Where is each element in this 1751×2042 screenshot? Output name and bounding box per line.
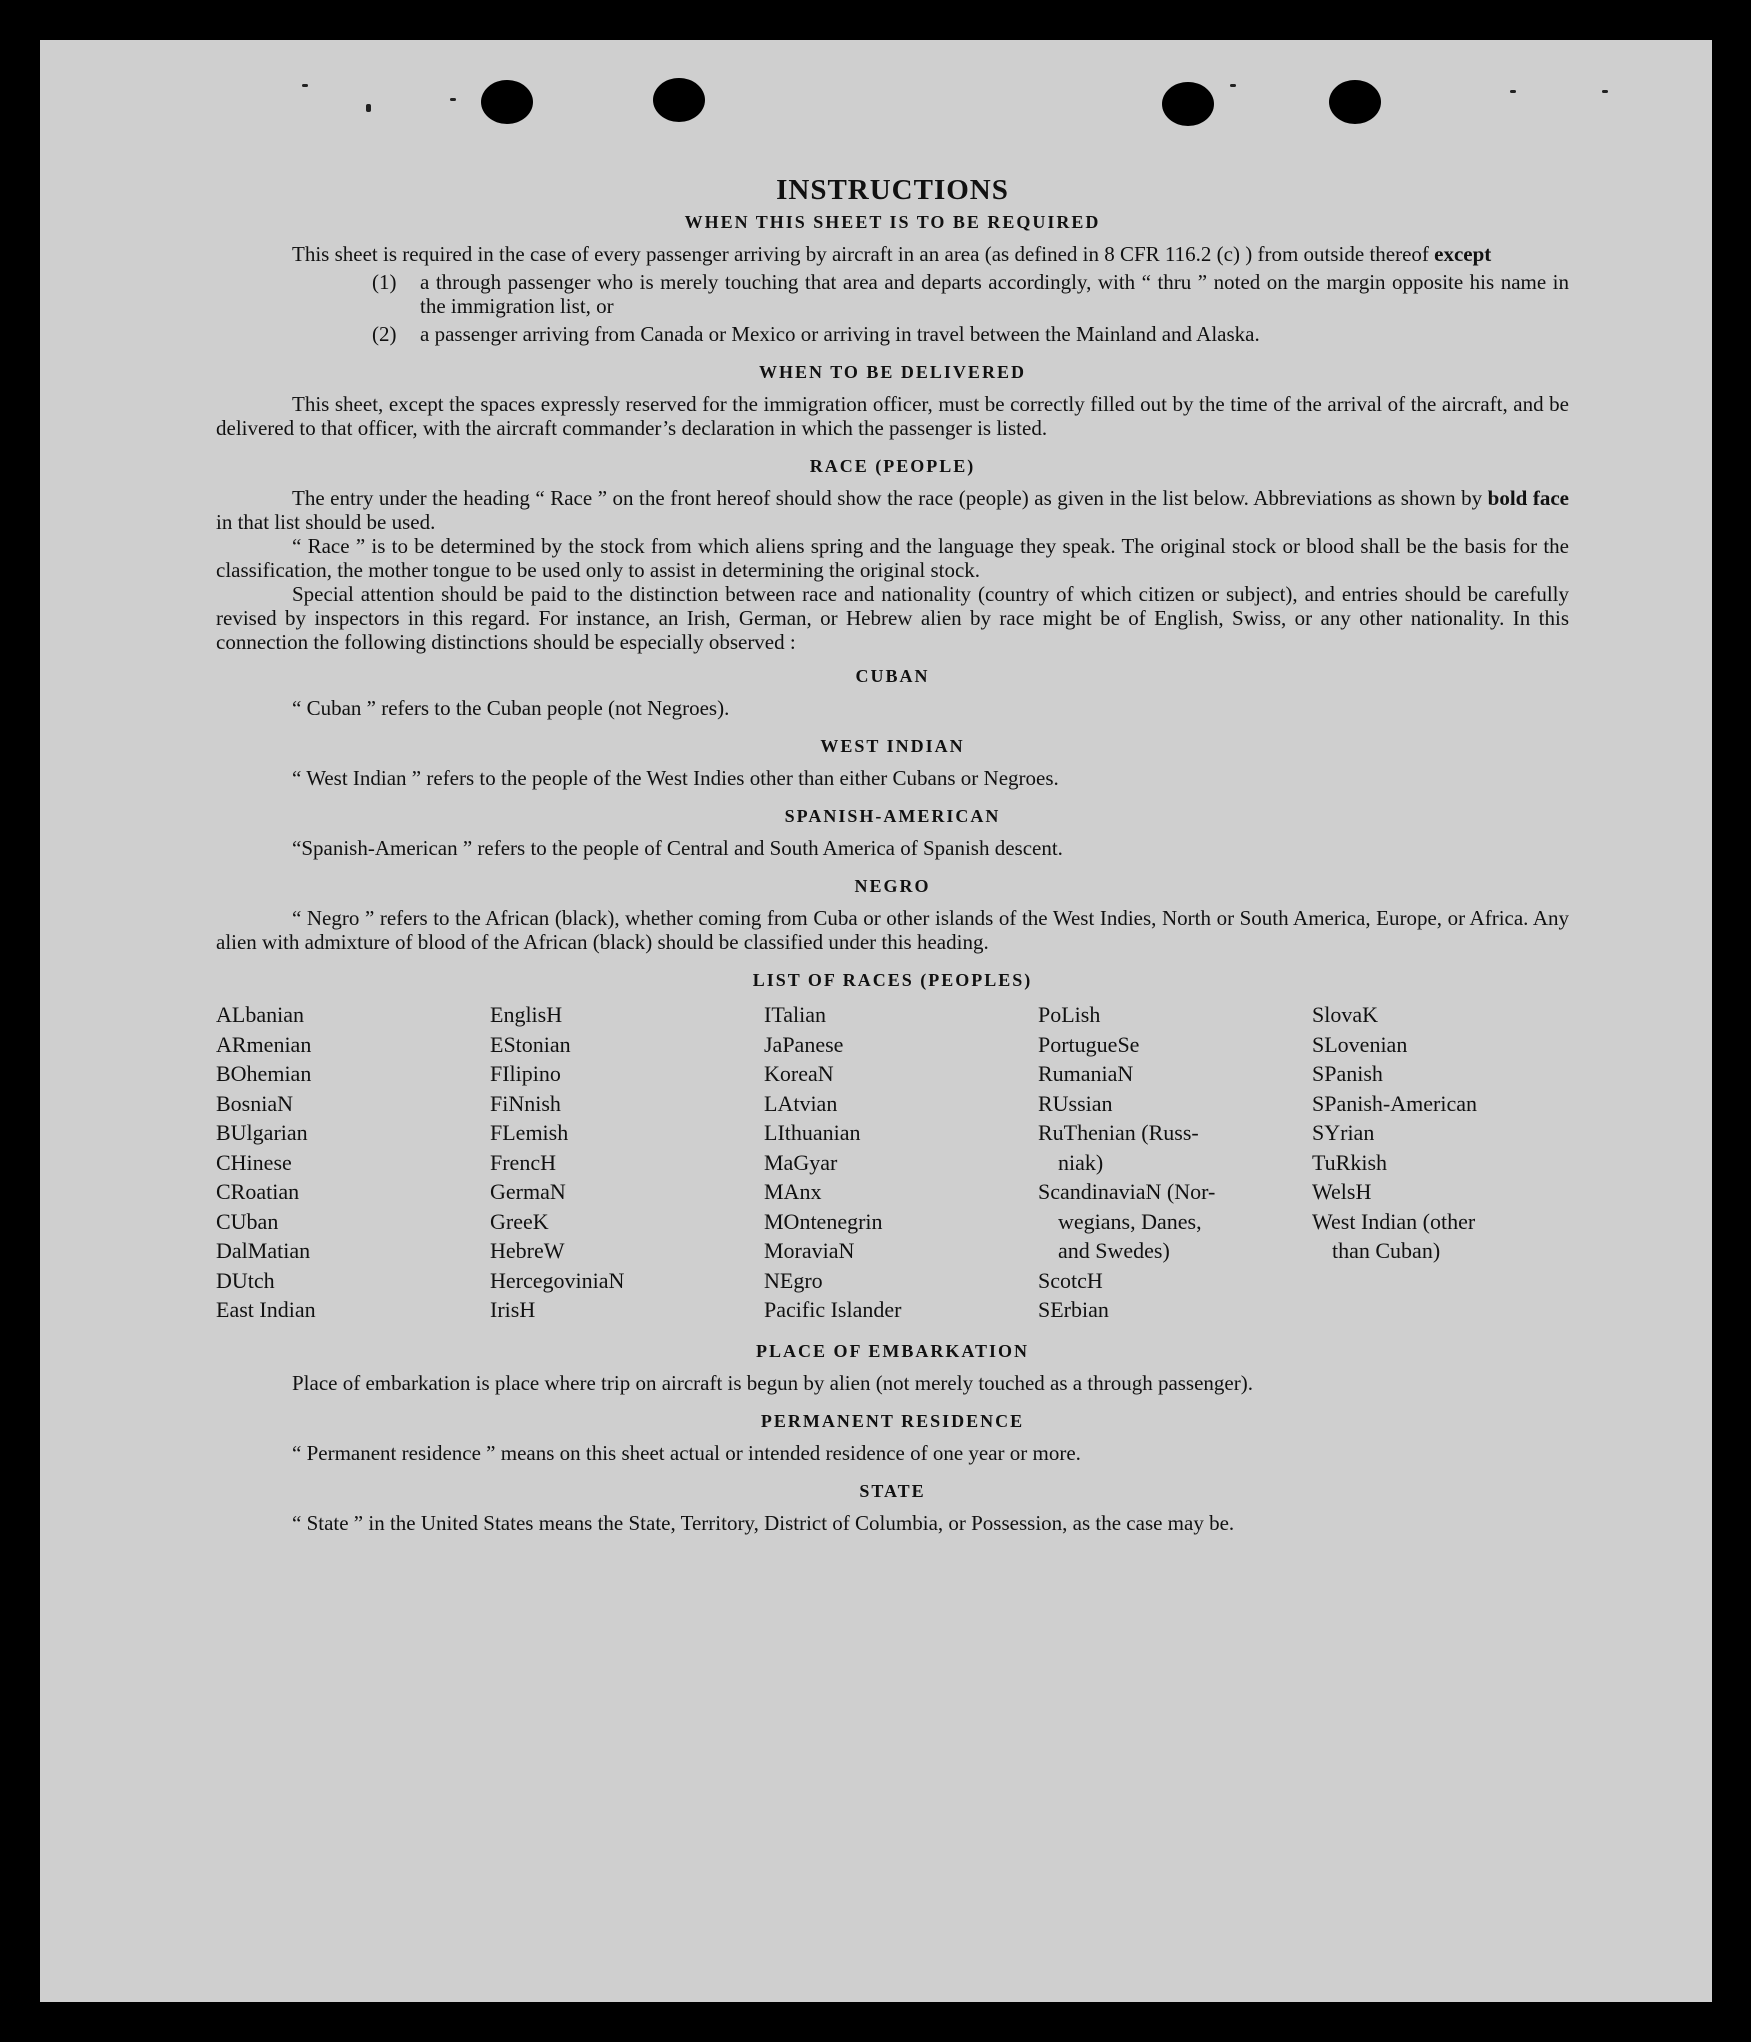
race-entry: SLovenian: [1312, 1031, 1408, 1057]
race-entry: DalMatian: [216, 1238, 311, 1263]
race-entry: WelsH: [1312, 1179, 1372, 1204]
race-bold-face: bold face: [1487, 486, 1570, 510]
when-required-intro-text: This sheet is required in the case of every passenger arriving by aircraft in an area (as defined in 8 CFR 116.2 (c) ) from outside thereof: [292, 242, 1435, 266]
heading-list-of-races: LIST OF RACES (PEOPLES): [752, 970, 1033, 990]
race-entry: SYrian: [1312, 1120, 1375, 1145]
exception-text: a through passenger who is merely touching that area and departs accordingly, with “ thru ” noted on the margin opposite his name in the immigration list, or: [420, 270, 1569, 318]
race-entry: ALbanian: [216, 1002, 304, 1027]
heading-west-indian: WEST INDIAN: [820, 736, 965, 756]
races-column-3: [764, 1000, 1038, 1325]
race-entry: BOhemian: [216, 1061, 312, 1086]
punch-hole: [1329, 80, 1381, 124]
race-entry: and Swedes): [1058, 1238, 1170, 1263]
race-entry: ScandinaviaN (Nor-: [1038, 1179, 1216, 1204]
races-column-1: [216, 1000, 490, 1325]
exception-number: (2): [372, 322, 397, 346]
exception-number: (1): [372, 270, 397, 294]
races-column-4: [1038, 1000, 1312, 1325]
race-entry: LAtvian: [764, 1090, 838, 1116]
race-entry: East Indian: [216, 1297, 316, 1322]
races-column-5: [1312, 1000, 1569, 1325]
race-entry: CRoatian: [216, 1179, 300, 1204]
race-entry: FiNnish: [490, 1090, 561, 1116]
race-entry: CHinese: [216, 1149, 292, 1175]
race-entry: SPanish: [1312, 1061, 1383, 1086]
race-paragraph-1-a: The entry under the heading “ Race ” on the front hereof should show the race (people) as given in the list below. Abbreviations as shown by: [292, 486, 1488, 510]
when-required-intro: [216, 242, 1569, 266]
race-entry: than Cuban): [1332, 1238, 1441, 1263]
race-entry: RUssian: [1038, 1090, 1113, 1116]
speck: [1510, 90, 1516, 93]
heading-when-delivered: WHEN TO BE DELIVERED: [759, 362, 1026, 382]
negro-text: “ Negro ” refers to the African (black), whether coming from Cuba or other islands of the West Indies, North or South America, Europe, or Africa. Any alien with admixture of blood of the African (black) should be classified under this heading.: [216, 906, 1569, 954]
residence-text: “ Permanent residence ” means on this sheet actual or intended residence of one year or more.: [292, 1440, 1081, 1465]
punch-hole: [481, 80, 533, 124]
instructions-body: [216, 174, 1570, 1535]
heading-spanish-american: SPANISH-AMERICAN: [784, 806, 1001, 826]
state-text: “ State ” in the United States means the State, Territory, District of Columbia, or Possession, as the case may be.: [292, 1510, 1235, 1535]
race-entry: MoraviaN: [764, 1238, 855, 1263]
race-paragraph-2: “ Race ” is to be determined by the stock from which aliens spring and the language they speak. The original stock or blood shall be the basis for the classification, the mother tongue to be used only to assist in determining the original stock.: [216, 534, 1569, 582]
west-indian-text: “ West Indian ” refers to the people of the West Indies other than either Cubans or Negroes.: [292, 766, 1059, 790]
spanish-american-text: “Spanish-American ” refers to the people of Central and South America of Spanish descent.: [292, 836, 1063, 860]
heading-state: STATE: [859, 1480, 926, 1501]
race-entry: MAnx: [764, 1179, 822, 1204]
race-entry: niak): [1058, 1149, 1104, 1175]
exception-item-2: [372, 322, 1569, 346]
race-entry: ITalian: [764, 1002, 826, 1027]
heading-when-required: WHEN THIS SHEET IS TO BE REQUIRED: [684, 212, 1101, 232]
race-entry: EStonian: [490, 1031, 571, 1057]
race-entry: LIthuanian: [764, 1120, 861, 1145]
speck: [302, 84, 308, 87]
race-entry: SPanish-American: [1312, 1090, 1477, 1116]
race-entry: ScotcH: [1038, 1267, 1103, 1293]
race-entry: PortugueSe: [1038, 1031, 1140, 1057]
races-column-2: [490, 1000, 764, 1325]
punch-hole: [1162, 82, 1214, 126]
race-paragraph-3: Special attention should be paid to the distinction between race and nationality (country of which citizen or subject), and entries should be carefully revised by inspectors in this regard. For instance, an Irish, German, or Hebrew alien by race might be of English, Swiss, or any other nationality. In this connection the following distinctions should be especially observed :: [216, 582, 1569, 654]
race-entry: DUtch: [216, 1267, 275, 1293]
race-entry: FLemish: [490, 1120, 569, 1145]
exception-text: a passenger arriving from Canada or Mexico or arriving in travel between the Mainland and Alaska.: [420, 322, 1260, 346]
heading-embarkation: PLACE OF EMBARKATION: [755, 1340, 1029, 1361]
races-list: [216, 1000, 1569, 1325]
race-entry: MaGyar: [764, 1149, 838, 1175]
speck: [366, 104, 371, 112]
race-entry: RuThenian (Russ-: [1038, 1120, 1199, 1145]
race-entry: SErbian: [1038, 1297, 1109, 1322]
race-entry: ARmenian: [216, 1031, 312, 1057]
race-entry: wegians, Danes,: [1058, 1208, 1202, 1234]
race-entry: MOntenegrin: [764, 1208, 883, 1234]
when-delivered-text: This sheet, except the spaces expressly reserved for the immigration officer, must be correctly filled out by the time of the arrival of the aircraft, and be delivered to that officer, with the aircraft commander’s declaration in which the passenger is listed.: [216, 392, 1569, 440]
race-entry: EnglisH: [490, 1002, 563, 1027]
embarkation-text: Place of embarkation is place where trip on aircraft is begun by alien (not merely touched as a through passenger).: [292, 1370, 1253, 1395]
race-entry: HercegoviniaN: [490, 1267, 625, 1293]
race-entry: KoreaN: [764, 1061, 834, 1086]
race-entry: TuRkish: [1312, 1149, 1388, 1175]
race-entry: JaPanese: [764, 1031, 844, 1057]
race-entry: PoLish: [1038, 1002, 1101, 1027]
race-entry: IrisH: [490, 1297, 536, 1322]
page-title: INSTRUCTIONS: [776, 174, 1009, 206]
race-entry: BUlgarian: [216, 1120, 308, 1145]
speck: [450, 98, 456, 101]
cuban-text: “ Cuban ” refers to the Cuban people (not Negroes).: [292, 696, 730, 720]
punch-hole: [653, 78, 705, 122]
heading-negro: NEGRO: [854, 876, 931, 896]
race-entry: NEgro: [764, 1267, 823, 1293]
heading-race: RACE (PEOPLE): [809, 456, 976, 476]
race-entry: Pacific Islander: [764, 1297, 902, 1322]
race-entry: CUban: [216, 1208, 279, 1234]
speck: [1230, 84, 1236, 87]
race-entry: FrencH: [490, 1149, 556, 1175]
document-page: [40, 40, 1712, 2002]
race-entry: BosniaN: [216, 1090, 293, 1116]
race-paragraph-1-b: in that list should be used.: [216, 510, 436, 534]
race-paragraph-1: [216, 486, 1569, 534]
speck: [1602, 90, 1608, 93]
race-entry: GreeK: [490, 1208, 549, 1234]
race-entry: FIlipino: [490, 1061, 561, 1086]
race-entry: GermaN: [490, 1179, 566, 1204]
heading-residence: PERMANENT RESIDENCE: [760, 1410, 1025, 1431]
heading-cuban: CUBAN: [855, 666, 930, 686]
race-entry: West Indian (other: [1312, 1208, 1476, 1234]
race-entry: SlovaK: [1312, 1002, 1378, 1027]
exception-item-1: [372, 270, 1569, 318]
race-entry: RumaniaN: [1038, 1061, 1134, 1086]
race-entry: HebreW: [490, 1238, 565, 1263]
when-required-except: except: [1434, 242, 1492, 266]
